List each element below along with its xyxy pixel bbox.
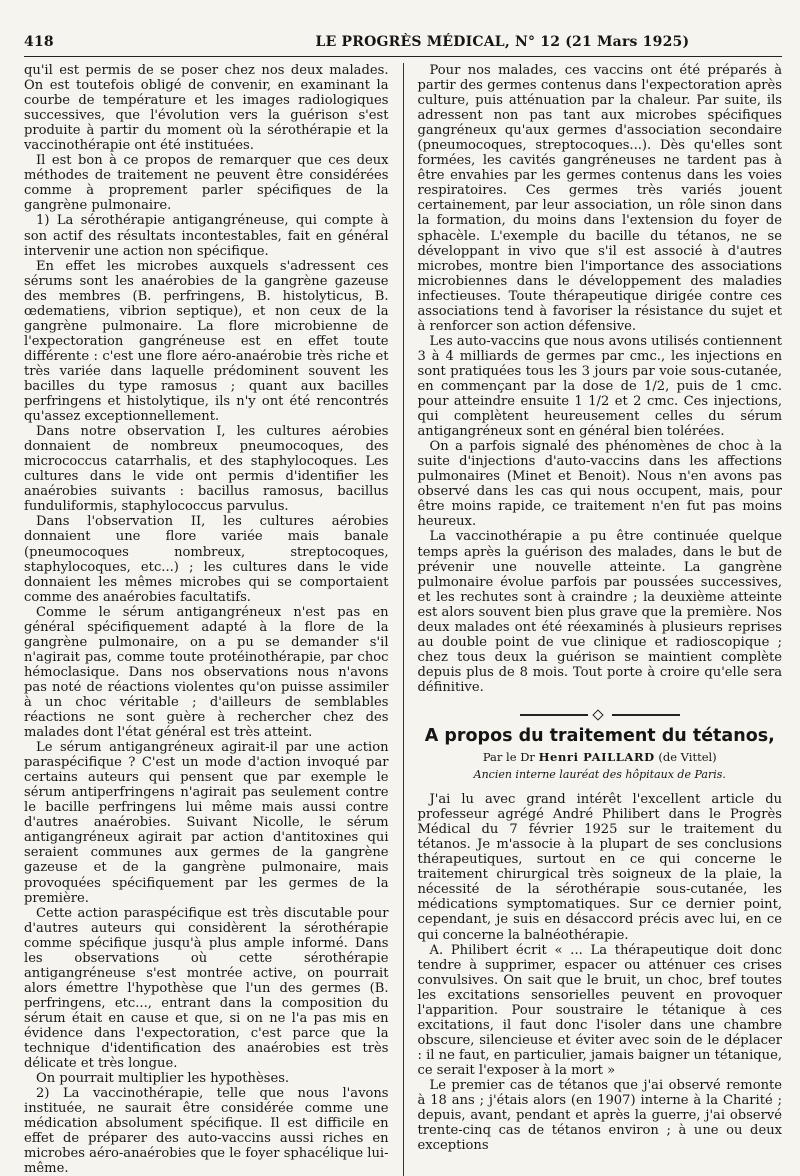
paragraph: Il est bon à ce propos de remarquer que ces deux méthodes de traitement ne peuvent être considérées comme à proprement parler spécifiques de la gangrène pulmonaire. — [24, 153, 389, 214]
paragraph: Pour nos malades, ces vaccins ont été préparés à partir des germes contenus dans l'expectoration après culture, puis atténuation par la chaleur. Par suite, ils adressent non pas tant aux microbes spécifiques gangréneux qu'aux germes d'association secondaire (pneumocoques, streptocoques...). Dès qu'elles sont formées, les cavités gangréneuses ne tardent pas à être envahies par les germes contenus dans les voies respiratoires. Ces germes très variés jouent certainement, par leur association, un rôle sinon dans la formation, du moins dans l'extension du foyer de sphacèle. L'exemple du bacille du tétanos, ne se développant in vivo que s'il est associé à d'autres microbes, montre bien l'importance des associations microbiennes dans le développement des maladies infectieuses. Toute thérapeutique dirigée contre ces associations tend à favoriser la résistance du sujet et à renforcer son action défensive. — [417, 63, 783, 334]
running-title: LE PROGRÈS MÉDICAL, N° 12 (21 Mars 1925) — [315, 34, 690, 50]
paragraph: On a parfois signalé des phénomènes de choc à la suite d'injections d'auto-vaccins dans les affections pulmonaires (Minet et Benoit). Nous n'en avons pas observé dans les cas qui nous occupent, mais, pour être moins rapide, ce traitement n'en fut pas moins heureux. — [417, 439, 783, 530]
paragraph: Les auto-vaccins que nous avons utilisés contiennent 3 à 4 milliards de germes par cmc., les injections en sont pratiquées tous les 3 jours par voie sous-cutanée, en commençant par la dose de 1/2, puis de 1 cmc. pour atteindre ensuite 1 1/2 et 2 cmc. Ces injections, qui complètent heureusement celles du sérum antigangréneux sont en général bien tolérées. — [417, 333, 783, 440]
left-column — [24, 63, 389, 1176]
right-column — [418, 63, 783, 1176]
paragraph: On pourrait multiplier les hypothèses. — [36, 1071, 290, 1087]
paragraph: La vaccinothérapie a pu être continuée quelque temps après la guérison des malades, dans le but de prévenir une nouvelle atteinte. La gangrène pulmonaire évolue parfois par poussées successives, et les rechutes sont à craindre ; la deuxième atteinte est alors souvent bien plus grave que la première. Nos deux malades ont été réexaminés à plusieurs reprises au double point de vue clinique et radioscopique ; chez tous deux la guérison se maintient complète depuis plus de 8 mois. Tout porte à croire qu'elle sera définitive. — [417, 529, 783, 695]
paragraph: Le premier cas de tétanos que j'ai observé remonte à 18 ans ; j'étais alors (en 1907) interne à la Charité ; depuis, avant, pendant et après la guerre, j'ai observé trente-cinq cas de tétanos environ ; à une ou deux exceptions — [417, 1078, 783, 1154]
paragraph: Le sérum antigangréneux agirait-il par une action paraspécifique ? C'est un mode d'action invoqué par certains auteurs qui pensent que par exemple le sérum antiperfringens n'agirait pas seulement contre le bacille perfringens lui même mais aussi contre d'autres anaérobies. Suivant Nicolle, le sérum antigangréneux agirait par action d'antitoxines qui seraient communes aux germes de la gangrène gazeuse et de la gangrène pulmonaire, mais provoquées spécifiquement par les germes de la première. — [24, 740, 389, 906]
two-column-body — [24, 63, 782, 1176]
article-byline — [418, 750, 783, 765]
page-header — [24, 34, 782, 50]
paragraph: J'ai lu avec grand intérêt l'excellent article du professeur agrégé André Philibert dans le Progrès Médical du 7 février 1925 sur le traitement du tétanos. Je m'associe à la plupart de ses conclusions thérapeutiques, surtout en ce qui concerne le traitement chirurgical très soigneux de la plaie, la nécessité de la sérothérapie sous-cutanée, les médications symptomatiques. Sur ce dernier point, cependant, je suis en désaccord précis avec lui, en ce qui concerne la balnéothérapie. — [417, 792, 783, 943]
column-divider — [403, 63, 404, 1176]
paragraph: qu'il est permis de se poser chez nos deux malades. On est toutefois obligé de convenir, en examinant la courbe de température et les images radiologiques successives, que l'évolution vers la guérison s'est produite à partir du moment où la sérothérapie et la vaccinothérapie ont été instituées. — [24, 63, 389, 154]
paragraph: Dans notre observation I, les cultures aérobies donnaient de nombreux pneumocoques, des micrococcus catarrhalis, et des staphylocoques. Les cultures dans le vide ont permis d'identifier les anaérobies suivants : bacillus ramosus, bacillus funduliformis, staphylococcus parvulus. — [24, 424, 389, 515]
paragraph: Dans l'observation II, les cultures aérobies donnaient une flore variée mais banale (pneumocoques nombreux, streptocoques, staphylocoques, etc...) ; les cultures dans le vide donnaient les mêmes microbes qui se comportaient comme des anaérobies facultatifs. — [24, 514, 389, 605]
section-ornament — [520, 711, 680, 719]
author-name: Henri PAILLARD — [538, 750, 655, 765]
paragraph: Cette action paraspécifique est très discutable pour d'autres auteurs qui considèrent la sérothérapie comme spécifique jusqu'à plus ample informé. Dans les observations où cette sérothérapie antigangréneuse s'est montrée active, on pourrait alors émettre l'hypothèse que l'un des germes (B. perfringens, etc..., entrant dans la composition du sérum était en cause et que, si on ne l'a pas mis en évidence dans l'expectoration, c'est parce que la technique d'identification des anaérobies est très délicate et très longue. — [24, 905, 389, 1072]
byline-prefix: Par le Dr — [482, 750, 535, 765]
article-title: A propos du traitement du tétanos, — [424, 725, 775, 746]
author-affiliation: Ancien interne lauréat des hôpitaux de Paris. — [473, 768, 726, 782]
header-rule — [24, 56, 782, 57]
byline-suffix: (de Vittel) — [658, 750, 717, 765]
page-number: 418 — [24, 34, 54, 50]
paragraph: 1) La sérothérapie antigangréneuse, qui compte à son actif des résultats incontestables, fait en général intervenir une action non spécifique. — [24, 213, 389, 259]
paragraph: En effet les microbes auxquels s'adressent ces sérums sont les anaérobies de la gangrène gazeuse des membres (B. perfringens, B. histolyticus, B. œdematiens, vibrion septique), et non ceux de la gangrène pulmonaire. La flore microbienne de l'expectoration gangréneuse est en effet toute différente : c'est une flore aéro-anaérobie très riche et très variée dans laquelle prédominent souvent les bacilles du type ramosus ; quant aux bacilles perfringens et histolytique, ils n'y ont été rencontrés qu'assez exceptionnellement. — [24, 258, 389, 425]
paragraph: A. Philibert écrit « ... La thérapeutique doit donc tendre à supprimer, espacer ou atténuer ces crises convulsives. On sait que le bruit, un choc, bref toutes les excitations sensorielles peuvent en provoquer l'apparition. Pour soustraire le tétanique à ces excitations, il faut donc l'isoler dans une chambre obscure, silencieuse et éviter avec soin de le déplacer : il ne faut, en particulier, jamais baigner un tétanique, ce serait l'exposer à la mort » — [417, 942, 783, 1078]
paragraph: Comme le sérum antigangréneux n'est pas en général spécifiquement adapté à la flore de la gangrène pulmonaire, on a pu se demander s'il n'agirait pas, comme toute protéinothérapie, par choc hémoclasique. Dans nos observations nous n'avons pas noté de réactions violentes qu'on puisse assimiler à un choc véritable ; d'ailleurs de semblables réactions ne sont guère à rechercher chez des malades dont l'état général est très atteint. — [24, 604, 389, 741]
paragraph: 2) La vaccinothérapie, telle que nous l'avons instituée, ne saurait être considérée comme une médication absolument spécifique. Il est difficile en effet de préparer des auto-vaccins aussi riches en microbes aéro-anaérobies que le foyer sphacélique lui-même. — [24, 1086, 389, 1176]
